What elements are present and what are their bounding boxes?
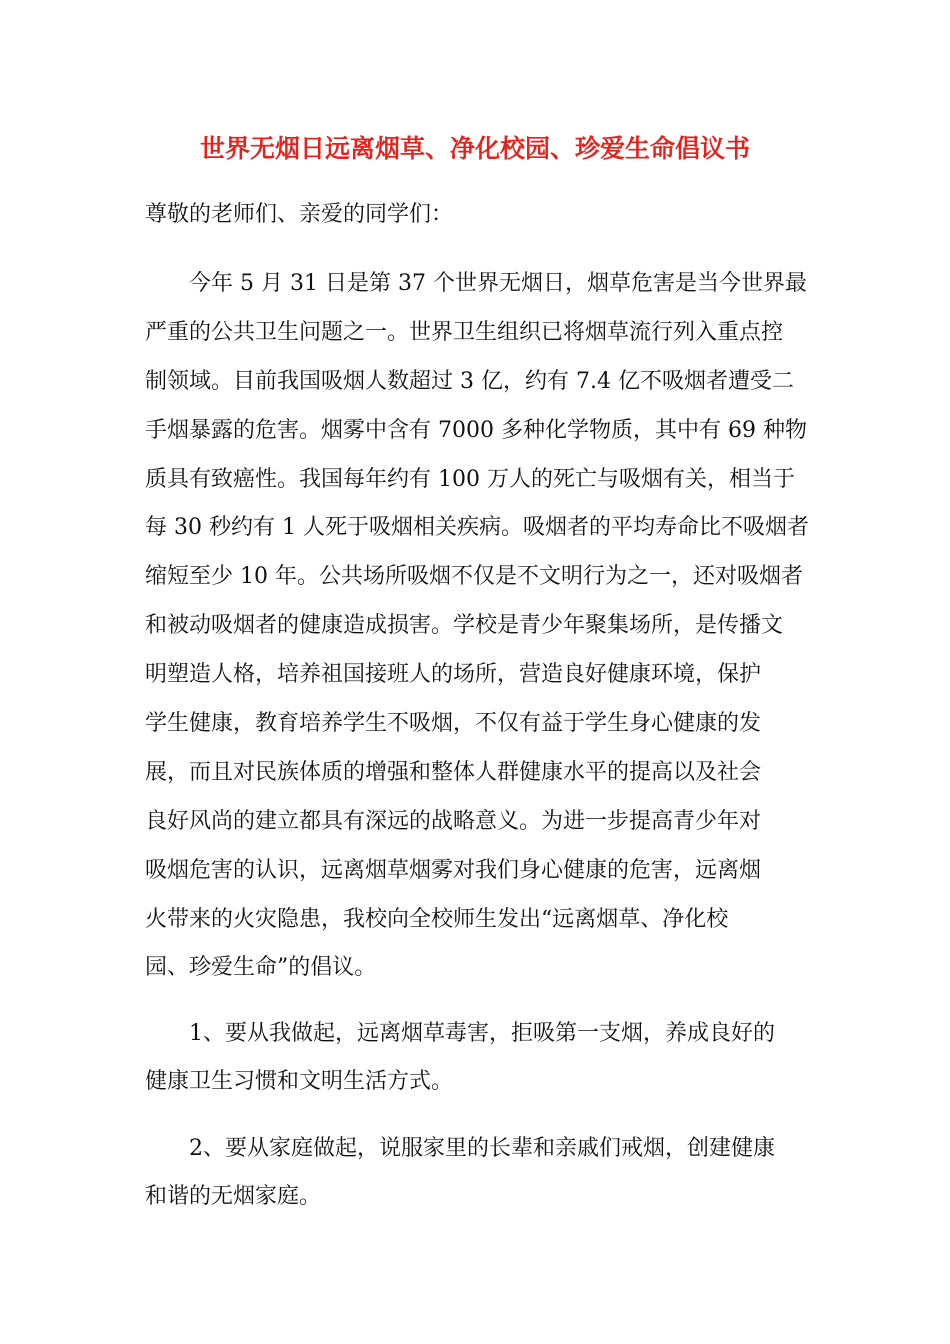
intro-line: 火带来的火灾隐患，我校向全校师生发出“远离烟草、净化校 [145, 906, 729, 932]
intro-line: 手烟暴露的危害。烟雾中含有 7000 多种化学物质，其中有 69 种物 [145, 417, 807, 443]
greeting: 尊敬的老师们、亲爱的同学们： [145, 202, 454, 227]
proposal-line: 健康卫生习惯和文明生活方式。 [145, 1069, 454, 1094]
intro-line: 明塑造人格，培养祖国接班人的场所，营造良好健康环境，保护 [145, 662, 762, 688]
intro-line: 严重的公共卫生问题之一。世界卫生组织已将烟草流行列入重点控 [145, 319, 784, 345]
intro-line: 良好风尚的建立都具有深远的战略意义。为进一步提高青少年对 [145, 808, 762, 834]
proposal-line: 和谐的无烟家庭。 [145, 1184, 322, 1209]
intro-line: 今年 5 月 31 日是第 37 个世界无烟日，烟草危害是当今世界最 [189, 271, 807, 296]
intro-line: 每 30 秒约有 1 人死于吸烟相关疾病。吸烟者的平均寿命比不吸烟者 [145, 515, 809, 541]
intro-line: 质具有致癌性。我国每年约有 100 万人的死亡与吸烟有关，相当于 [145, 466, 795, 492]
intro-line: 和被动吸烟者的健康造成损害。学校是青少年聚集场所，是传播文 [145, 613, 784, 639]
intro-paragraph [145, 260, 810, 993]
intro-line: 展，而且对民族体质的增强和整体人群健康水平的提高以及社会 [145, 759, 762, 785]
proposal-line: 2、要从家庭做起，说服家里的长辈和亲戚们戒烟，创建健康 [189, 1136, 775, 1161]
intro-line: 缩短至少 10 年。公共场所吸烟不仅是不文明行为之一，还对吸烟者 [145, 564, 803, 590]
proposal-line: 1、要从我做起，远离烟草毒害，拒吸第一支烟，养成良好的 [189, 1021, 775, 1046]
intro-line: 制领域。目前我国吸烟人数超过 3 亿，约有 7.4 亿不吸烟者遭受二 [145, 368, 794, 394]
intro-line: 学生健康，教育培养学生不吸烟，不仅有益于学生身心健康的发 [145, 711, 762, 737]
intro-line: 吸烟危害的认识，远离烟草烟雾对我们身心健康的危害，远离烟 [145, 857, 762, 883]
document-title: 世界无烟日远离烟草、净化校园、珍爱生命倡议书 [199, 134, 750, 163]
proposal-item-2 [145, 1125, 810, 1221]
proposal-item-1 [145, 1010, 810, 1106]
intro-line: 园、珍爱生命”的倡议。 [145, 955, 377, 981]
